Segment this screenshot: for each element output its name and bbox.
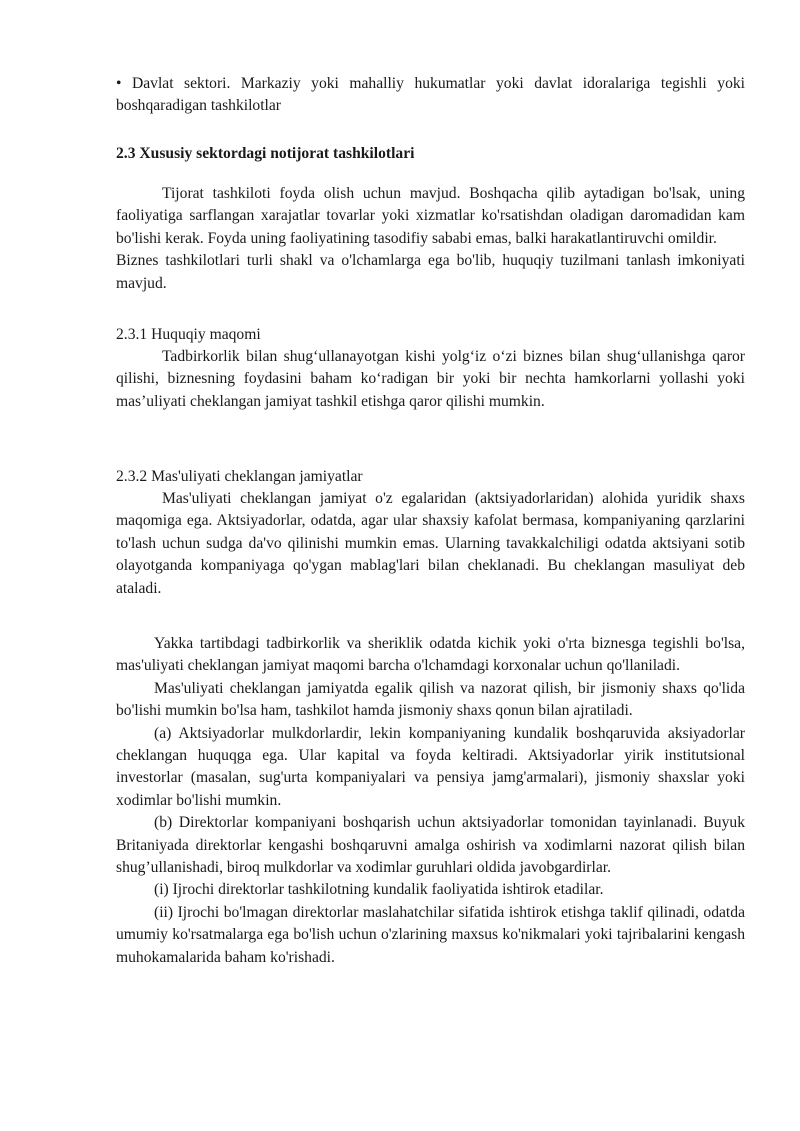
body-paragraph-1: Yakka tartibdagi tadbirkorlik va sheriklik odatda kichik yoki o'rta biznesga tegishli bo'lsa, mas'uliyati cheklangan jamiyat maqomi barcha o'lchamdagi korxonalar uchun qo'llaniladi. [116,635,745,675]
body-paragraph-4: (b) Direktorlar kompaniyani boshqarish uchun aktsiyadorlar tomonidan tayinlanadi. Buyuk Britaniyada direktorlar kengashi boshqaruvni amalga oshirish va xodimlarni nazorat qilish bilan shug’ullanishadi, biroq mulkdorlar va xodimlar guruhlari oldida javobgardirlar. [116,814,745,877]
section-2-3-paragraph-2: Biznes tashkilotlari turli shakl va o'lchamlarga ega bo'lib, huquqiy tuzilmani tanlash imkoniyati mavjud. [116,252,745,292]
section-2-3-heading: 2.3 Xususiy sektordagi notijorat tashkilotlari [116,145,415,162]
section-2-3-1-heading: 2.3.1 Huquqiy maqomi [116,326,261,343]
body-paragraph-3: (a) Aktsiyadorlar mulkdorlardir, lekin kompaniyaning kundalik boshqaruvida aksiyadorlar cheklangan huquqga ega. Ular kapital va foyda keltiradi. Aktsiyadorlar yirik institutsional investorlar (masalan, sug'urta kompaniyalari va pensiya jamg'armalari), jismoniy shaxslar yoki xodimlar bo'lishi mumkin. [116,724,745,809]
body-paragraph-5: (i) Ijrochi direktorlar tashkilotning kundalik faoliyatida ishtirok etadilar. [154,881,604,899]
body-paragraph-2: Mas'uliyati cheklangan jamiyatda egalik qilish va nazorat qilish, bir jismoniy shaxs qo'lida bo'lishi mumkin bo'lsa ham, tashkilot hamda jismoniy shaxs qonun bilan ajratiladi. [116,679,745,720]
section-2-3-paragraph-1: Tijorat tashkiloti foyda olish uchun mavjud. Boshqacha qilib aytadigan bo'lsak, uning faoliyatiga sarflangan xarajatlar tovarlar yoki xizmatlar ko'rsatishdan oladigan daromadidan kam bo'lishi kerak. Foyda uning faoliyatining tasodifiy sababi emas, balki harakatlantiruvchi omildir. [116,185,745,247]
section-2-3-1-paragraph: Tadbirkorlik bilan shug‘ullanayotgan kishi yolg‘iz o‘zi biznes bilan shug‘ullanishga qaror qilishi, biznesning foydasini baham ko‘radigan bir yoki bir nechta hamkorlarni yollashi yoki mas’uliyati cheklangan jamiyat tashkil etishga qaror qilishi mumkin. [116,348,745,410]
bullet-public-sector: • Davlat sektori. Markaziy yoki mahalliy hukumatlar yoki davlat idoralariga tegishli yoki boshqaradigan tashkilotlar [116,75,745,115]
section-2-3-body [116,183,745,295]
section-2-3-2-paragraph: Mas'uliyati cheklangan jamiyat o'z egalaridan (aktsiyadorlaridan) alohida yuridik shaxs maqomiga ega. Aktsiyadorlar, odatda, agar ular shaxsiy kafolat bermasa, kompaniyaning qarzlarini to'lash uchun sudga da'vo qilinishi mumkin emas. Ularning tavakkalchiligi odatda aktsiyani sotib olayotganda kompaniyaga qo'ygan mablag'lari bilan cheklanadi. Bu cheklangan masuliyat deb ataladi. [116,490,745,597]
section-2-3-2-heading: 2.3.2 Mas'uliyati cheklangan jamiyatlar [116,468,363,485]
body-paragraph-6: (ii) Ijrochi bo'lmagan direktorlar maslahatchilar sifatida ishtirok etishga taklif qilinadi, odatda umumiy ko'rsatmalarga ega bo'lish uchun o'zlarining maxsus ko'nikmalari yoki tajribalarini kengash muhokamalarida baham ko'rishadi. [116,903,745,966]
main-body [116,633,745,969]
